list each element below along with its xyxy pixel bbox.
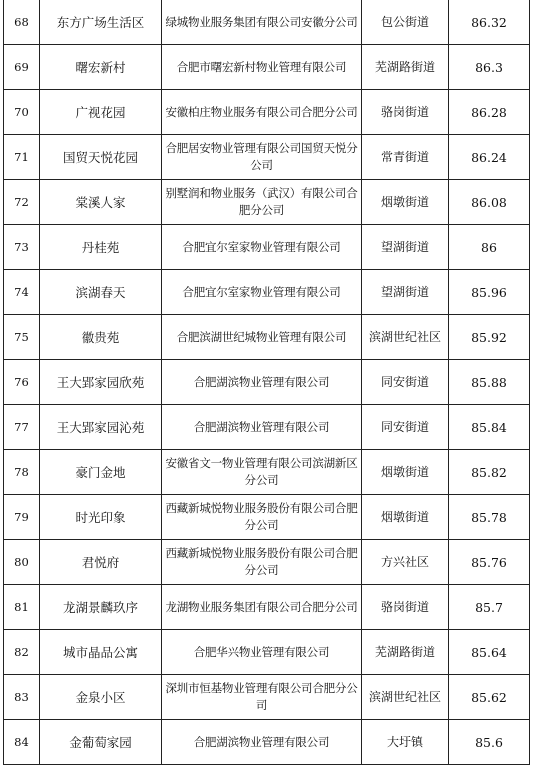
table-row (4, 135, 530, 180)
row-number: 78 (4, 450, 40, 495)
score-value: 86.08 (449, 180, 530, 225)
property-ranking-table (3, 0, 530, 765)
table-row (4, 495, 530, 540)
property-company: 西藏新城悦物业服务股份有限公司合肥分公司 (162, 540, 362, 585)
community-name: 广视花园 (40, 90, 162, 135)
property-company: 合肥宜尔室家物业管理有限公司 (162, 270, 362, 315)
street-office: 方兴社区 (362, 540, 449, 585)
property-company: 绿城物业服务集团有限公司安徽分公司 (162, 0, 362, 45)
street-office: 骆岗街道 (362, 90, 449, 135)
row-number: 73 (4, 225, 40, 270)
row-number: 82 (4, 630, 40, 675)
street-office: 同安街道 (362, 360, 449, 405)
street-office: 包公街道 (362, 0, 449, 45)
table-row (4, 0, 530, 45)
property-company: 西藏新城悦物业服务股份有限公司合肥分公司 (162, 495, 362, 540)
row-number: 79 (4, 495, 40, 540)
row-number: 84 (4, 720, 40, 765)
community-name: 徽贵苑 (40, 315, 162, 360)
score-value: 85.78 (449, 495, 530, 540)
table-row (4, 720, 530, 765)
community-name: 王大郢家园沁苑 (40, 405, 162, 450)
table-row (4, 585, 530, 630)
table-row (4, 180, 530, 225)
street-office: 骆岗街道 (362, 585, 449, 630)
community-name: 君悦府 (40, 540, 162, 585)
table-row (4, 540, 530, 585)
row-number: 69 (4, 45, 40, 90)
property-company: 龙湖物业服务集团有限公司合肥分公司 (162, 585, 362, 630)
property-company: 合肥居安物业管理有限公司国贸天悦分公司 (162, 135, 362, 180)
score-value: 85.64 (449, 630, 530, 675)
community-name: 曙宏新村 (40, 45, 162, 90)
property-company: 安徽省文一物业管理有限公司滨湖新区分公司 (162, 450, 362, 495)
property-company: 合肥市曙宏新村物业管理有限公司 (162, 45, 362, 90)
score-value: 86.28 (449, 90, 530, 135)
score-value: 85.76 (449, 540, 530, 585)
score-value: 86.3 (449, 45, 530, 90)
street-office: 烟墩街道 (362, 495, 449, 540)
score-value: 85.62 (449, 675, 530, 720)
property-company: 合肥宜尔室家物业管理有限公司 (162, 225, 362, 270)
community-name: 金泉小区 (40, 675, 162, 720)
community-name: 豪门金地 (40, 450, 162, 495)
street-office: 滨湖世纪社区 (362, 675, 449, 720)
community-name: 王大郢家园欣苑 (40, 360, 162, 405)
property-company: 合肥华兴物业管理有限公司 (162, 630, 362, 675)
property-company: 安徽柏庄物业服务有限公司合肥分公司 (162, 90, 362, 135)
row-number: 71 (4, 135, 40, 180)
table-row (4, 270, 530, 315)
row-number: 75 (4, 315, 40, 360)
score-value: 86.32 (449, 0, 530, 45)
street-office: 芜湖路街道 (362, 630, 449, 675)
community-name: 国贸天悦花园 (40, 135, 162, 180)
table-row (4, 675, 530, 720)
street-office: 望湖街道 (362, 270, 449, 315)
score-value: 86 (449, 225, 530, 270)
street-office: 同安街道 (362, 405, 449, 450)
community-name: 丹桂苑 (40, 225, 162, 270)
table-row (4, 225, 530, 270)
score-value: 85.88 (449, 360, 530, 405)
score-value: 85.7 (449, 585, 530, 630)
community-name: 棠溪人家 (40, 180, 162, 225)
score-value: 86.24 (449, 135, 530, 180)
score-value: 85.82 (449, 450, 530, 495)
table-row (4, 450, 530, 495)
property-company: 合肥湖滨物业管理有限公司 (162, 405, 362, 450)
row-number: 68 (4, 0, 40, 45)
row-number: 83 (4, 675, 40, 720)
row-number: 77 (4, 405, 40, 450)
row-number: 72 (4, 180, 40, 225)
street-office: 烟墩街道 (362, 180, 449, 225)
ranking-table-container (3, 0, 530, 765)
property-company: 合肥滨湖世纪城物业管理有限公司 (162, 315, 362, 360)
community-name: 城市晶品公寓 (40, 630, 162, 675)
table-body (4, 0, 530, 765)
property-company: 合肥湖滨物业管理有限公司 (162, 720, 362, 765)
street-office: 烟墩街道 (362, 450, 449, 495)
community-name: 滨湖春天 (40, 270, 162, 315)
street-office: 大圩镇 (362, 720, 449, 765)
row-number: 74 (4, 270, 40, 315)
property-company: 深圳市恒基物业管理有限公司合肥分公司 (162, 675, 362, 720)
property-company: 合肥湖滨物业管理有限公司 (162, 360, 362, 405)
table-row (4, 360, 530, 405)
street-office: 常青街道 (362, 135, 449, 180)
table-row (4, 630, 530, 675)
table-row (4, 45, 530, 90)
score-value: 85.96 (449, 270, 530, 315)
community-name: 时光印象 (40, 495, 162, 540)
street-office: 芜湖路街道 (362, 45, 449, 90)
row-number: 76 (4, 360, 40, 405)
score-value: 85.84 (449, 405, 530, 450)
street-office: 滨湖世纪社区 (362, 315, 449, 360)
table-row (4, 405, 530, 450)
table-row (4, 315, 530, 360)
street-office: 望湖街道 (362, 225, 449, 270)
row-number: 70 (4, 90, 40, 135)
row-number: 81 (4, 585, 40, 630)
score-value: 85.92 (449, 315, 530, 360)
row-number: 80 (4, 540, 40, 585)
community-name: 金葡萄家园 (40, 720, 162, 765)
score-value: 85.6 (449, 720, 530, 765)
table-row (4, 90, 530, 135)
community-name: 东方广场生活区 (40, 0, 162, 45)
property-company: 别墅润和物业服务（武汉）有限公司合肥分公司 (162, 180, 362, 225)
community-name: 龙湖景麟玖序 (40, 585, 162, 630)
